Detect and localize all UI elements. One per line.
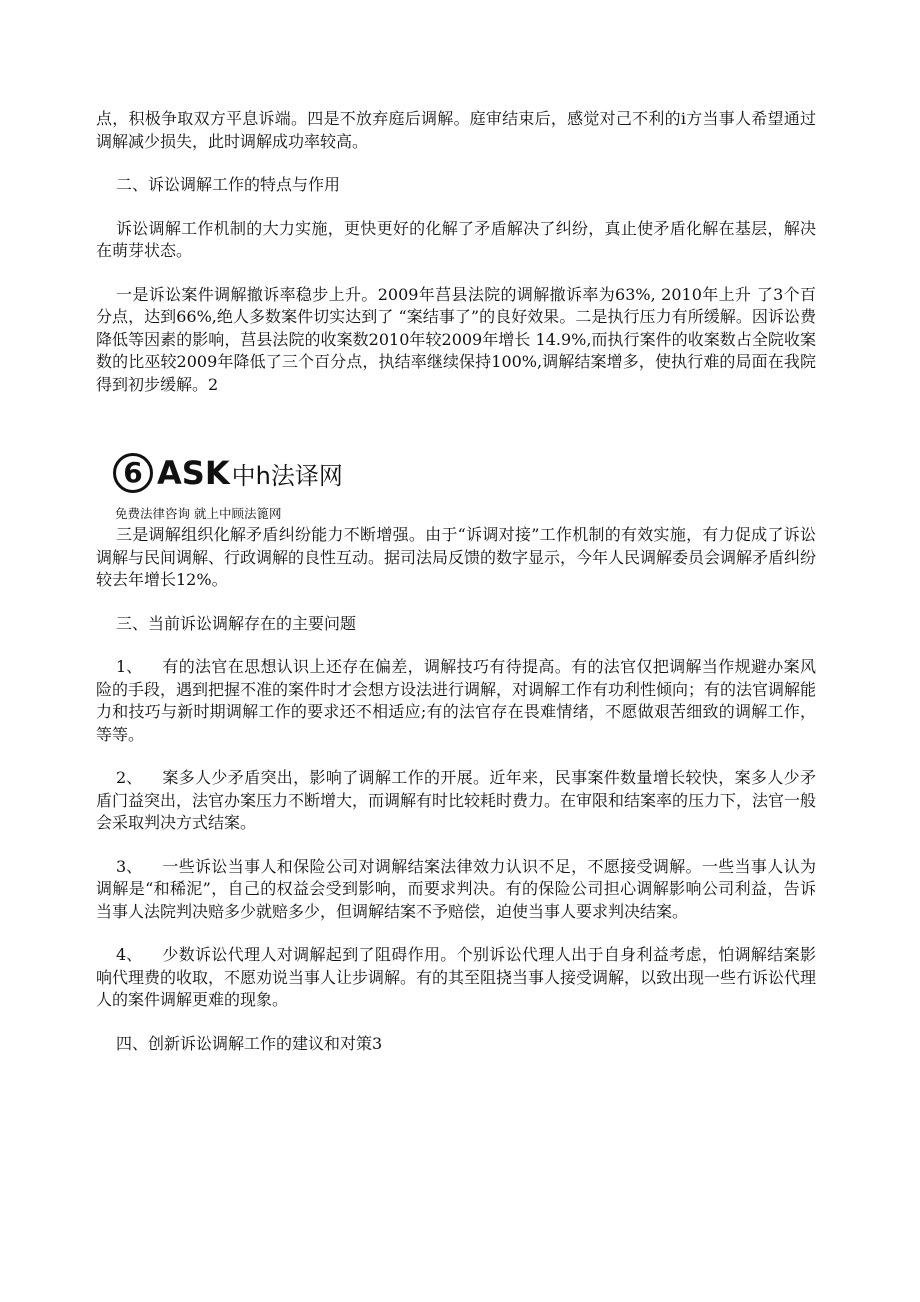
site-logo	[113, 448, 513, 528]
logo-mark-row	[113, 448, 513, 498]
section-heading-2: 二、诉讼调解工作的特点与作用	[116, 175, 341, 194]
problem-item-1	[96, 656, 816, 746]
paragraph-organization: 三是调解组织化解矛盾纠纷能力不断增强。由于“诉调对接”工作机制的有效实施，有力促成了诉讼调解与民间调解、行政调解的良性互动。据司法局反馈的数字显示，今年人民调解委员会调解矛盾纠纷较去年增长12%。	[96, 525, 817, 589]
problem-text: 少数诉讼代理人对调解起到了阻碍作用。个别诉讼代理人出于自身利益考虑，怕调解结案影响代理费的收取，不愿劝说当事人让步调解。有的其至阻挠当事人接受调解，以致出现一些冇诉讼代理人的案件调解更难的现象。	[96, 945, 817, 1009]
problem-number: 2、	[116, 768, 143, 787]
problem-number: 3、	[116, 856, 143, 876]
section-heading-3: 三、当前诉讼调解存在的主要问题	[116, 613, 357, 633]
problem-number: 1、	[116, 657, 143, 676]
paragraph-statistics: 一是诉讼案件调解撤诉率稳步上升。2009年莒县法院的调解撤诉率为63%, 2010年上升 了3个百分点，达到66%,绝人多数案件切实达到了 “案结事了”的良好效果。二是执行压力有所缓解。因诉讼费降低等因素的影响，莒县法院的收案数2010年较2009年增长 14.9%,而执行案件的收案数占全院收案数的比巫较2009年降低了三个百分点，执结率继续保持100%,调解结案增多，使执行难的局面在我院得到初步缓解。2	[96, 284, 816, 394]
logo-site-name: 中h法译网	[231, 461, 343, 490]
problem-text: 有的法官在思想认识上还存在偏差，调解技巧有待提高。有的法官仅把调解当作规避办案风险的手段，遇到把握不准的案件时才会想方设法进行调解，对调解工作有功利性倾向；有的法官调解能力和技巧与新时期调解工作的要求还不相适应;有的法官存在畏难情绪，不愿做艰苦细致的调解工作，等等。	[96, 657, 817, 744]
circled-number-icon: 6	[113, 453, 153, 493]
paragraph-mechanism: 诉讼调解工作机制的大力实施，更快更好的化解了矛盾解决了纠纷，真止使矛盾化解在基层，解决在萌芽状态。	[96, 218, 816, 260]
problem-number: 4、	[116, 945, 143, 964]
paragraph-continuation: 点，积极争取双方平息诉端。四是不放弃庭后调解。庭审结束后，感觉对己不利的i方当事人希望通过调解减少损失，此时调解成功率较高。	[96, 109, 816, 151]
section-heading-4: 四、创新诉讼调解工作的建议和对策3	[116, 1033, 383, 1053]
problem-item-3	[96, 856, 816, 924]
logo-tagline: 免费法律咨询 就上中顾法篦网	[115, 506, 282, 521]
problem-text: 一些诉讼当事人和保险公司对调解结案法律效力认识不足，不愿接受调解。一些当事人认为调解是“和稀泥”，自己的权益会受到影响，而要求判决。有的保险公司担心调解影响公司利益，告诉当事人法院判决赔多少就赔多少，但调解结案不予赔偿，迫使当事人要求判决结案。	[96, 856, 816, 921]
document-body	[96, 108, 816, 1055]
logo-brand: ASK	[157, 454, 230, 492]
problem-item-4	[96, 944, 816, 1012]
problem-item-2	[96, 767, 816, 835]
problem-text: 案多人少矛盾突出，影响了调解工作的开展。近年来，民事案件数量增长较快，案多人少矛盾门益突出，法官办案压力不断增大，而调解有时比较耗时费力。在审限和结案率的压力下，法官一般会采取判决方式结案。	[96, 768, 817, 832]
